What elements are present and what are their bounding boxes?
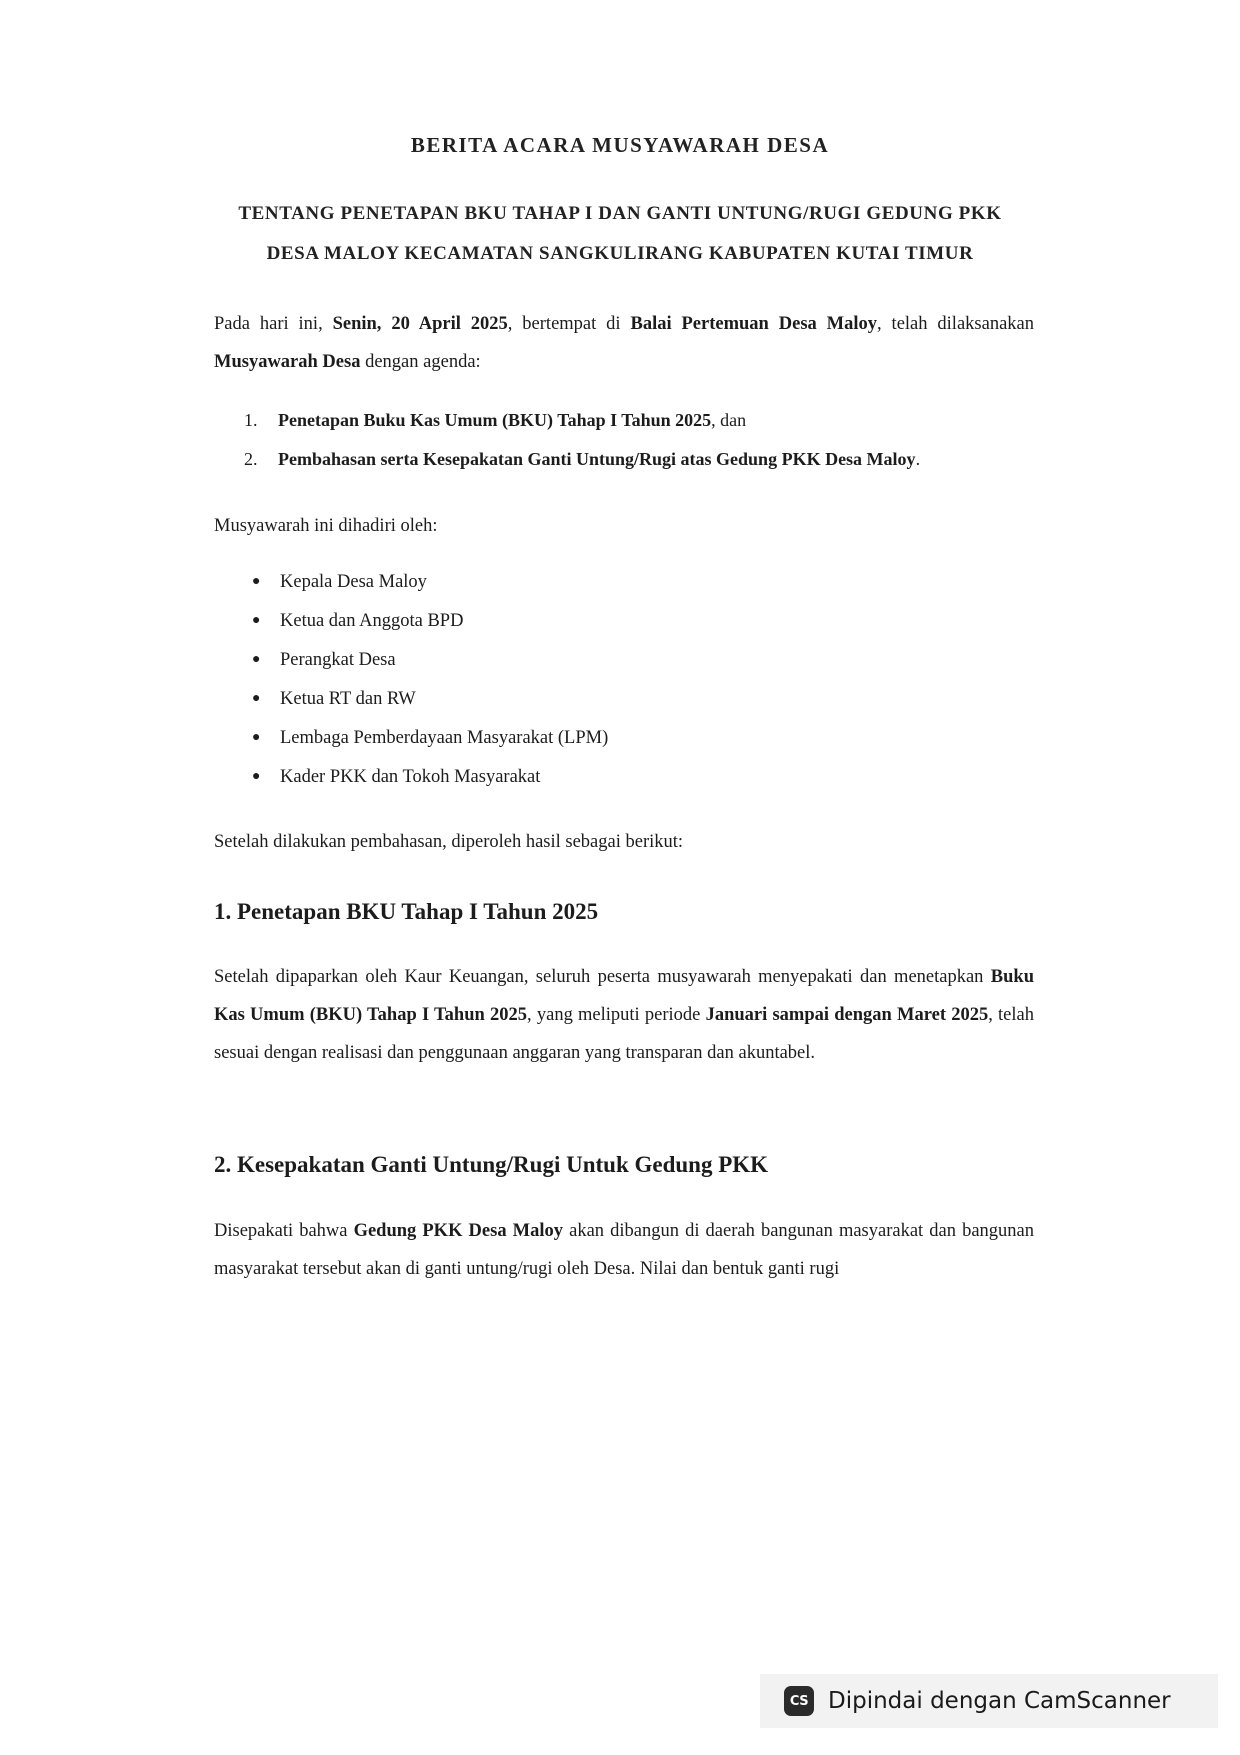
intro-text: , bertempat di [507,314,631,334]
list-item [252,572,427,593]
agenda-tail: , dan [711,410,747,430]
section1-heading: 1. Penetapan BKU Tahap I Tahun 2025 [214,899,599,924]
intro-paragraph [214,305,1034,381]
bullet-icon: ● [252,730,261,745]
agenda-number: 2. [244,449,258,469]
intro-day-date: Senin, 20 April 2025 [332,314,508,334]
document-subtitle-line1: TENTANG PENETAPAN BKU TAHAP I DAN GANTI UNTUNG/RUGI GEDUNG PKK [238,203,1002,224]
attendee-text: Kader PKK dan Tokoh Masyarakat [280,767,541,787]
section2-text: akan dibangun di daerah bangunan masyarakat dan bangunan masyarakat tersebut akan di ganti untung/rugi oleh Desa. Nilai dan bentuk ganti rugi [214,1221,1035,1279]
bullet-icon: ● [252,691,261,706]
agenda-text: Pembahasan serta Kesepakatan Ganti Untung/Rugi atas Gedung PKK Desa Maloy [278,449,916,469]
intro-text: dengan agenda: [360,352,481,372]
attendee-text: Perangkat Desa [280,650,396,670]
section1-bold: Buku Kas Umum (BKU) Tahap I Tahun 2025 [214,967,1034,1025]
document-title: BERITA ACARA MUSYAWARAH DESA [410,133,830,157]
intro-text: Pada hari ini, [214,314,333,334]
agenda-text: Penetapan Buku Kas Umum (BKU) Tahap I Tahun 2025 [278,410,712,430]
list-item [252,767,540,788]
section1-text: Setelah dipaparkan oleh Kaur Keuangan, seluruh peserta musyawarah menyepakati dan menetapkan [214,967,991,987]
section1-paragraph [214,958,1034,1072]
attendee-text: Lembaga Pemberdayaan Masyarakat (LPM) [280,728,609,748]
result-intro: Setelah dilakukan pembahasan, diperoleh hasil sebagai berikut: [214,832,684,852]
section1-text: , yang meliputi periode [527,1005,706,1025]
agenda-tail: . [915,449,921,469]
attendee-text: Kepala Desa Maloy [280,572,427,592]
agenda-item [244,449,920,470]
list-item [252,728,608,749]
intro-place: Balai Pertemuan Desa Maloy [630,314,878,334]
section2-heading: 2. Kesepakatan Ganti Untung/Rugi Untuk Gedung PKK [214,1152,769,1177]
bullet-icon: ● [252,574,261,589]
intro-event: Musyawarah Desa [214,352,361,372]
list-item [252,689,416,710]
document-subtitle-line2: DESA MALOY KECAMATAN SANGKULIRANG KABUPATEN KUTAI TIMUR [266,243,974,264]
bullet-icon: ● [252,769,261,784]
agenda-number: 1. [244,410,258,430]
camscanner-logo-icon: CS [784,1686,814,1716]
section1-text: , telah sesuai dengan realisasi dan penggunaan anggaran yang transparan dan akuntabel. [214,1005,1034,1063]
section2-paragraph [214,1212,1034,1288]
attendee-text: Ketua dan Anggota BPD [280,611,464,631]
attended-label: Musyawarah ini dihadiri oleh: [214,516,438,536]
camscanner-watermark [760,1674,1218,1728]
intro-text: , telah dilaksanakan [877,314,1034,334]
attendee-text: Ketua RT dan RW [280,689,416,709]
list-item [252,611,463,632]
section1-bold: Januari sampai dengan Maret 2025 [705,1005,989,1025]
agenda-item [244,410,746,431]
watermark-text: Dipindai dengan CamScanner [828,1688,1171,1714]
bullet-icon: ● [252,652,261,667]
section2-text: Disepakati bahwa [214,1221,354,1241]
bullet-icon: ● [252,613,261,628]
list-item [252,650,396,671]
section2-bold: Gedung PKK Desa Maloy [353,1221,564,1241]
